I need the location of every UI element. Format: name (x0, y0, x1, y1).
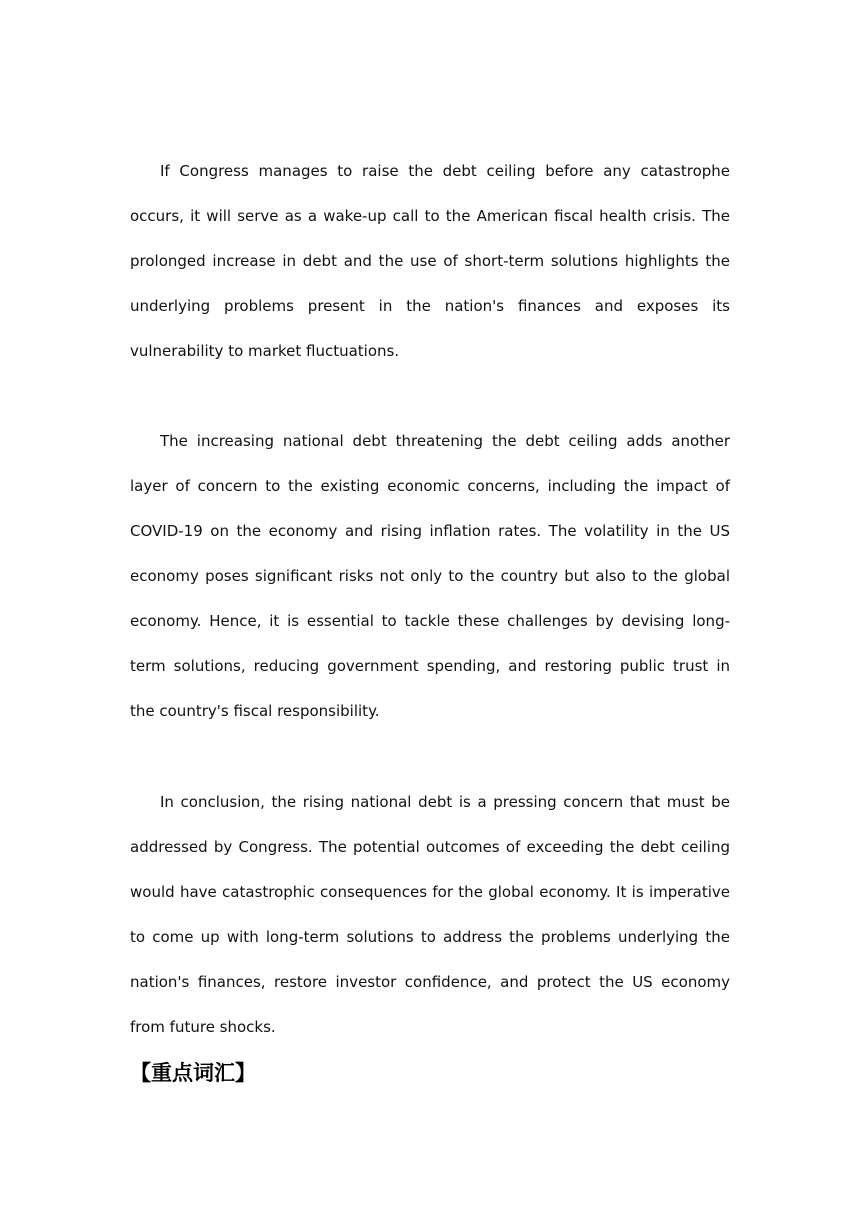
paragraph-conclusion: In conclusion, the rising national debt is a pressing concern that must be addressed by Congress. The potential outcomes of exceeding the debt ceiling would have catastrophic consequences for the global economy. It is imperative to come up with long-term solutions to address the problems underlying the nation's finances, restore investor confidence, and protect the US economy from future shocks. (130, 793, 730, 1036)
section-heading-key-vocabulary: 【重点词汇】 (130, 1061, 256, 1085)
paragraph-economic-concerns: The increasing national debt threatening the debt ceiling adds another layer of concern to the existing economic concerns, including the impact of COVID-19 on the economy and rising inflation rates. The volatility in the US economy poses significant risks not only to the country but also to the global economy. Hence, it is essential to tackle these challenges by devising long-term solutions, reducing government spending, and restoring public trust in the country's fiscal responsibility. (130, 432, 730, 720)
paragraph-debt-ceiling-wake-up-call: If Congress manages to raise the debt ceiling before any catastrophe occurs, it will serve as a wake-up call to the American fiscal health crisis. The prolonged increase in debt and the use of short-term solutions highlights the underlying problems present in the nation's finances and exposes its vulnerability to market fluctuations. (130, 162, 730, 360)
